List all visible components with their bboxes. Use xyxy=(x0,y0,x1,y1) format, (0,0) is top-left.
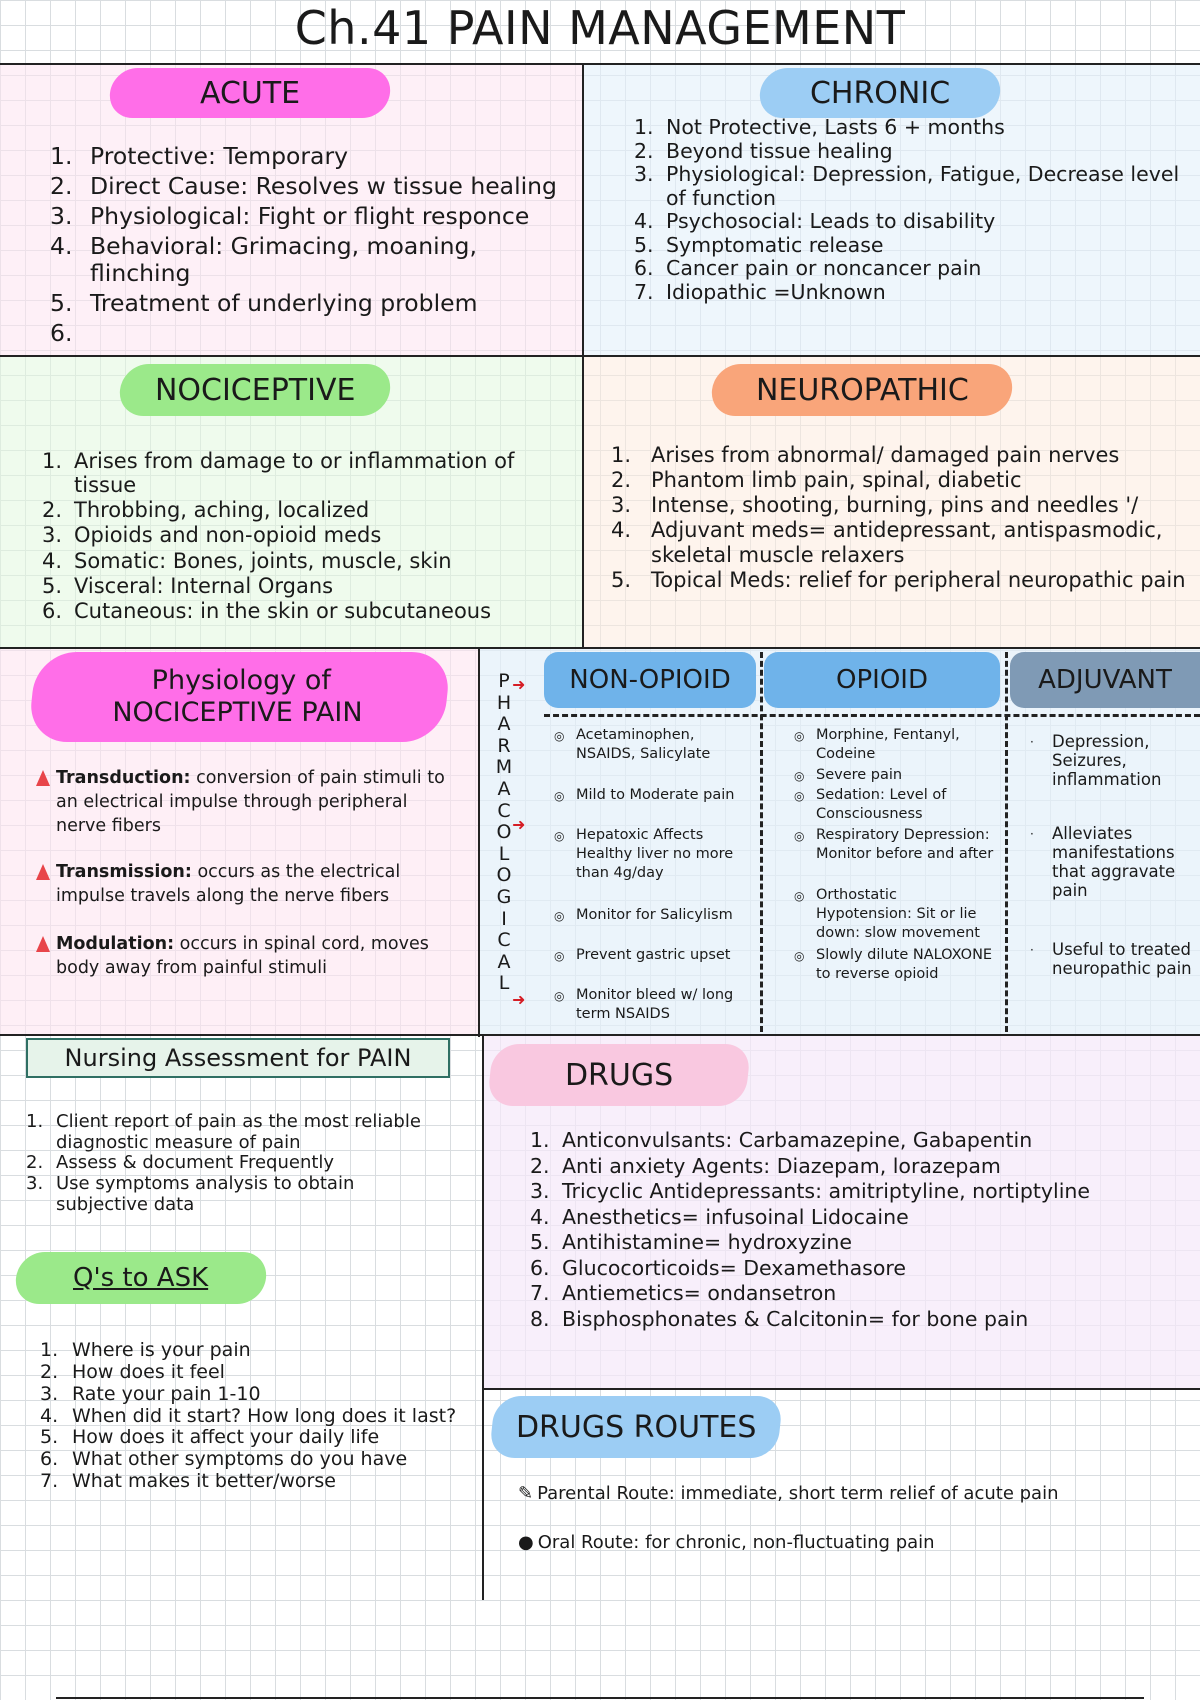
list-number: 3. xyxy=(40,1382,59,1405)
list-text: Client report of pain as the most reliable diagnostic measure of pain xyxy=(56,1111,421,1153)
divider xyxy=(0,355,1200,357)
list-number: 5. xyxy=(50,289,73,318)
list-item xyxy=(634,281,1200,305)
list-text: Throbbing, aching, localized xyxy=(74,498,370,523)
list-number: 2. xyxy=(40,1360,59,1383)
non-opioid-item xyxy=(554,986,756,1024)
list-item xyxy=(50,290,575,317)
list-item xyxy=(634,234,1200,258)
bullet-icon: ◎ xyxy=(794,949,805,963)
adjuvant-item xyxy=(1030,940,1200,978)
vertical-letter: L xyxy=(498,842,510,865)
physiology-item xyxy=(56,932,456,980)
list-number: 4. xyxy=(50,232,73,261)
physiology-term: Transduction: xyxy=(56,768,191,788)
bullet-icon: ◎ xyxy=(554,789,565,803)
list-number: 7. xyxy=(40,1470,59,1493)
list-item xyxy=(42,549,582,573)
vertical-letter: O xyxy=(496,864,512,887)
list-number: 3. xyxy=(634,162,654,187)
triangle-bullet-icon xyxy=(36,770,50,786)
list-item xyxy=(50,320,575,347)
bullet-icon: · xyxy=(1030,943,1034,957)
list-text: Bisphosphonates & Calcitonin= for bone pain xyxy=(562,1306,1029,1331)
item-text: Useful to treated neuropathic pain xyxy=(1052,940,1192,978)
list-number: 6. xyxy=(50,319,73,348)
list-item xyxy=(50,203,575,230)
item-text: Monitor bleed w/ long term NSAIDS xyxy=(576,987,734,1022)
divider xyxy=(544,714,1200,717)
list-item xyxy=(50,143,575,170)
list-item xyxy=(50,173,575,200)
list-number: 4. xyxy=(634,209,654,234)
physiology-definition: conversion of pain stimuli to an electrical impulse through peripheral nerve fibers xyxy=(56,768,445,836)
list-item xyxy=(611,468,1191,492)
arrow-icon: ➜ xyxy=(512,815,526,834)
list-text: Physiological: Depression, Fatigue, Decrease level of function xyxy=(666,162,1180,210)
vertical-letter: I xyxy=(501,907,507,930)
syringe-icon: ✎ xyxy=(518,1483,534,1504)
list-text: Somatic: Bones, joints, muscle, skin xyxy=(74,548,452,573)
list-text xyxy=(90,320,575,347)
route-description: for chronic, non-fluctuating pain xyxy=(639,1532,935,1553)
bullet-icon: ◎ xyxy=(794,729,805,743)
non-opioid-item xyxy=(554,946,756,965)
bullet-icon: ◎ xyxy=(794,829,805,843)
list-item xyxy=(40,1427,470,1449)
list-item xyxy=(40,1471,470,1493)
list-text: Adjuvant meds= antidepressant, antispasmodic, skeletal muscle relaxers xyxy=(651,518,1163,567)
nociceptive-heading: NOCICEPTIVE xyxy=(117,364,392,416)
vertical-letter: P xyxy=(498,670,510,692)
list-item xyxy=(42,599,582,623)
list-number: 5. xyxy=(634,232,654,257)
list-number: 7. xyxy=(634,279,654,304)
list-text: When did it start? How long does it last? xyxy=(72,1404,457,1427)
vertical-letter: C xyxy=(497,799,511,822)
bullet-icon: ◎ xyxy=(554,729,565,743)
list-item xyxy=(40,1340,470,1362)
item-text: Monitor for Salicylism xyxy=(576,907,733,923)
list-item xyxy=(530,1282,1198,1306)
list-text: What other symptoms do you have xyxy=(72,1448,408,1471)
nociceptive-list xyxy=(42,449,582,624)
list-number: 1. xyxy=(530,1128,550,1152)
questions-heading: Q's to ASK xyxy=(13,1252,268,1304)
list-number: 5. xyxy=(530,1230,550,1255)
list-item xyxy=(530,1180,1198,1204)
list-item xyxy=(634,210,1200,234)
list-text: Anti anxiety Agents: Diazepam, lorazepam xyxy=(562,1153,1001,1178)
bullet-icon: ◎ xyxy=(554,989,565,1003)
list-text: Anesthetics= infusoinal Lidocaine xyxy=(562,1204,909,1229)
drug-routes-heading: DRUGS ROUTES xyxy=(489,1396,784,1458)
list-number: 1. xyxy=(40,1339,59,1361)
list-number: 2. xyxy=(26,1152,44,1174)
list-text: Not Protective, Lasts 6 + months xyxy=(666,115,1005,139)
list-number: 2. xyxy=(634,138,654,163)
non-opioid-item xyxy=(554,906,756,925)
list-item xyxy=(530,1206,1198,1230)
bullet-icon: ◎ xyxy=(554,909,565,923)
list-number: 1. xyxy=(634,115,654,139)
list-text: Physiological: Fight or flight responce xyxy=(90,202,530,231)
list-text: Rate your pain 1-10 xyxy=(72,1382,261,1405)
list-item xyxy=(50,233,575,287)
page-title: Ch.41 PAIN MANAGEMENT xyxy=(294,1,906,55)
list-number: 7. xyxy=(530,1281,550,1306)
vertical-letter: A xyxy=(497,713,511,736)
bullet-icon: · xyxy=(1030,827,1034,841)
vertical-letter: L xyxy=(498,972,510,995)
drug-route-item xyxy=(518,1483,1198,1504)
list-number: 3. xyxy=(50,202,73,231)
vertical-letter: A xyxy=(497,950,511,973)
non-opioid-item xyxy=(554,726,756,764)
divider xyxy=(0,63,1200,65)
item-text: Sedation: Level of Consciousness xyxy=(816,787,947,822)
list-item xyxy=(634,140,1200,164)
list-item xyxy=(611,518,1191,566)
vertical-letter: G xyxy=(496,885,512,908)
arrow-icon: ➜ xyxy=(512,675,526,694)
list-text: Idiopathic =Unknown xyxy=(666,279,886,304)
list-number: 5. xyxy=(611,567,632,592)
physiology-heading: Physiology of NOCICEPTIVE PAIN xyxy=(27,652,451,742)
list-text: Antiemetics= ondansetron xyxy=(562,1281,837,1306)
list-number: 3. xyxy=(611,493,632,518)
non-opioid-item xyxy=(554,826,756,883)
list-item xyxy=(634,257,1200,281)
list-item xyxy=(611,568,1191,592)
bullet-icon: ◎ xyxy=(554,829,565,843)
drugs-list xyxy=(530,1129,1198,1334)
vertical-letter: A xyxy=(497,777,511,800)
list-text: Assess & document Frequently xyxy=(56,1152,335,1174)
vertical-letter: C xyxy=(497,929,511,952)
list-text: Direct Cause: Resolves w tissue healing xyxy=(90,172,557,201)
list-item xyxy=(530,1308,1198,1332)
item-text: Alleviates manifestations that aggravate pain xyxy=(1052,824,1176,900)
drugs-heading: DRUGS xyxy=(487,1044,752,1106)
adjuvant-item xyxy=(1030,824,1200,900)
triangle-bullet-icon xyxy=(36,936,50,952)
list-item xyxy=(530,1231,1198,1255)
list-number: 6. xyxy=(530,1255,550,1280)
list-number: 3. xyxy=(26,1173,44,1195)
list-number: 1. xyxy=(42,449,63,473)
list-text: Glucocorticoids= Dexamethasore xyxy=(562,1255,906,1280)
list-text: Psychosocial: Leads to disability xyxy=(666,209,996,234)
list-number: 1. xyxy=(26,1111,44,1132)
item-text: Severe pain xyxy=(816,767,903,783)
list-number: 1. xyxy=(611,443,632,467)
neuropathic-heading: NEUROPATHIC xyxy=(709,364,1014,416)
list-item xyxy=(40,1406,470,1428)
list-number: 2. xyxy=(611,468,632,493)
divider xyxy=(478,647,480,1037)
list-number: 1. xyxy=(50,142,73,170)
bullet-icon: ◎ xyxy=(794,889,805,903)
list-number: 3. xyxy=(42,523,63,548)
list-item xyxy=(26,1174,446,1215)
list-item xyxy=(611,443,1191,467)
opioid-item xyxy=(794,886,996,943)
list-item xyxy=(42,574,582,598)
divider xyxy=(484,1388,1200,1390)
divider xyxy=(760,652,763,1032)
list-number: 6. xyxy=(634,256,654,281)
opioid-item xyxy=(794,826,996,864)
list-item xyxy=(40,1362,470,1384)
vertical-letter: H xyxy=(496,691,512,714)
physiology-term: Modulation: xyxy=(56,934,175,954)
item-text: Hepatoxic Affects Healthy liver no more than 4g/day xyxy=(576,827,734,881)
triangle-bullet-icon xyxy=(36,864,50,880)
item-text: Orthostatic Hypotension: Sit or lie down: slow movement xyxy=(816,887,980,941)
non-opioid-heading: NON-OPIOID xyxy=(544,652,756,708)
list-number: 6. xyxy=(40,1448,59,1471)
pill-icon: ● xyxy=(518,1532,534,1553)
list-item xyxy=(530,1155,1198,1179)
opioid-item xyxy=(794,786,996,824)
list-number: 5. xyxy=(42,573,63,598)
list-item xyxy=(40,1449,470,1471)
physiology-item xyxy=(56,766,456,838)
list-number: 2. xyxy=(42,498,63,523)
drug-route-item xyxy=(518,1532,1198,1553)
list-number: 4. xyxy=(42,548,63,573)
list-number: 4. xyxy=(611,518,632,543)
item-text: Slowly dilute NALOXONE to reverse opioid xyxy=(816,947,993,982)
list-text: Arises from abnormal/ damaged pain nerves xyxy=(651,443,1120,467)
adjuvant-heading: ADJUVANT xyxy=(1010,652,1200,708)
list-text: Cancer pain or noncancer pain xyxy=(666,256,982,281)
bullet-icon: ◎ xyxy=(794,769,805,783)
item-text: Prevent gastric upset xyxy=(576,947,731,963)
arrow-icon: ➜ xyxy=(512,990,526,1009)
list-number: 3. xyxy=(530,1179,550,1204)
vertical-letter: O xyxy=(496,821,512,844)
divider xyxy=(56,1697,1144,1699)
list-text: How does it feel xyxy=(72,1360,225,1383)
neuropathic-list xyxy=(611,443,1191,593)
list-number: 2. xyxy=(530,1153,550,1178)
physiology-term: Transmission: xyxy=(56,862,192,882)
physiology-definition: occurs in spinal cord, moves body away from painful stimuli xyxy=(56,934,429,978)
bullet-icon: ◎ xyxy=(554,949,565,963)
list-item xyxy=(530,1129,1198,1153)
list-item xyxy=(40,1384,470,1406)
list-text: Behavioral: Grimacing, moaning, flinching xyxy=(90,232,477,288)
nursing-assessment-list xyxy=(26,1112,446,1215)
acute-list xyxy=(50,143,575,350)
questions-list xyxy=(40,1340,470,1493)
list-item xyxy=(42,523,582,547)
list-number: 6. xyxy=(42,598,63,623)
list-text: Protective: Temporary xyxy=(90,142,349,170)
opioid-item xyxy=(794,946,996,984)
list-text: Symptomatic release xyxy=(666,232,884,257)
route-name: Parental Route: xyxy=(537,1483,675,1504)
item-text: Respiratory Depression: Monitor before and after xyxy=(816,827,994,862)
list-text: Intense, shooting, burning, pins and needles '/ xyxy=(651,493,1139,518)
list-text: Anticonvulsants: Carbamazepine, Gabapentin xyxy=(562,1128,1033,1152)
list-number: 8. xyxy=(530,1306,550,1331)
list-item xyxy=(530,1257,1198,1281)
acute-heading: ACUTE xyxy=(107,68,392,118)
list-text: Where is your pain xyxy=(72,1339,251,1361)
list-text: Tricyclic Antidepressants: amitriptyline, nortiptyline xyxy=(562,1179,1090,1204)
list-number: 5. xyxy=(40,1426,59,1449)
list-text: Beyond tissue healing xyxy=(666,138,893,163)
opioid-item xyxy=(794,766,996,785)
physiology-definition: occurs as the electrical impulse travels along the nerve fibers xyxy=(56,862,401,906)
item-text: Acetaminophen, NSAIDS, Salicylate xyxy=(576,727,711,762)
list-text: What makes it better/worse xyxy=(72,1470,336,1493)
list-item xyxy=(42,498,582,522)
list-text: Arises from damage to or inflammation of tissue xyxy=(74,449,515,498)
list-item xyxy=(611,493,1191,517)
list-text: Phantom limb pain, spinal, diabetic xyxy=(651,468,1022,493)
chronic-list xyxy=(634,116,1200,305)
list-text: Use symptoms analysis to obtain subjective data xyxy=(56,1173,355,1215)
list-text: Cutaneous: in the skin or subcutaneous xyxy=(74,598,492,623)
adjuvant-item xyxy=(1030,732,1200,789)
list-text: Opioids and non-opioid meds xyxy=(74,523,382,548)
list-number: 4. xyxy=(530,1204,550,1229)
list-text: Treatment of underlying problem xyxy=(90,289,478,318)
list-item xyxy=(634,116,1200,140)
non-opioid-item xyxy=(554,786,756,805)
list-number: 2. xyxy=(50,172,73,201)
list-item xyxy=(26,1153,446,1174)
list-text: How does it affect your daily life xyxy=(72,1426,380,1449)
opioid-item xyxy=(794,726,996,764)
list-number: 4. xyxy=(40,1404,59,1427)
list-text: Visceral: Internal Organs xyxy=(74,573,334,598)
list-item xyxy=(634,163,1200,210)
nursing-assessment-heading: Nursing Assessment for PAIN xyxy=(26,1038,450,1078)
route-name: Oral Route: xyxy=(537,1532,640,1553)
physiology-item xyxy=(56,860,456,908)
vertical-letter: R xyxy=(497,734,511,757)
bullet-icon: · xyxy=(1030,735,1034,749)
divider xyxy=(1005,652,1008,1032)
item-text: Depression, Seizures, inflammation xyxy=(1052,732,1162,789)
item-text: Mild to Moderate pain xyxy=(576,787,735,803)
chronic-heading: CHRONIC xyxy=(757,68,1002,118)
list-text: Antihistamine= hydroxyzine xyxy=(562,1230,853,1255)
route-description: immediate, short term relief of acute pain xyxy=(674,1483,1059,1504)
list-item xyxy=(26,1112,446,1153)
item-text: Morphine, Fentanyl, Codeine xyxy=(816,727,960,762)
vertical-letter: M xyxy=(495,756,513,779)
list-text: Topical Meds: relief for peripheral neuropathic pain xyxy=(651,567,1186,592)
list-item xyxy=(42,449,582,497)
bullet-icon: ◎ xyxy=(794,789,805,803)
opioid-heading: OPIOID xyxy=(764,652,1000,708)
